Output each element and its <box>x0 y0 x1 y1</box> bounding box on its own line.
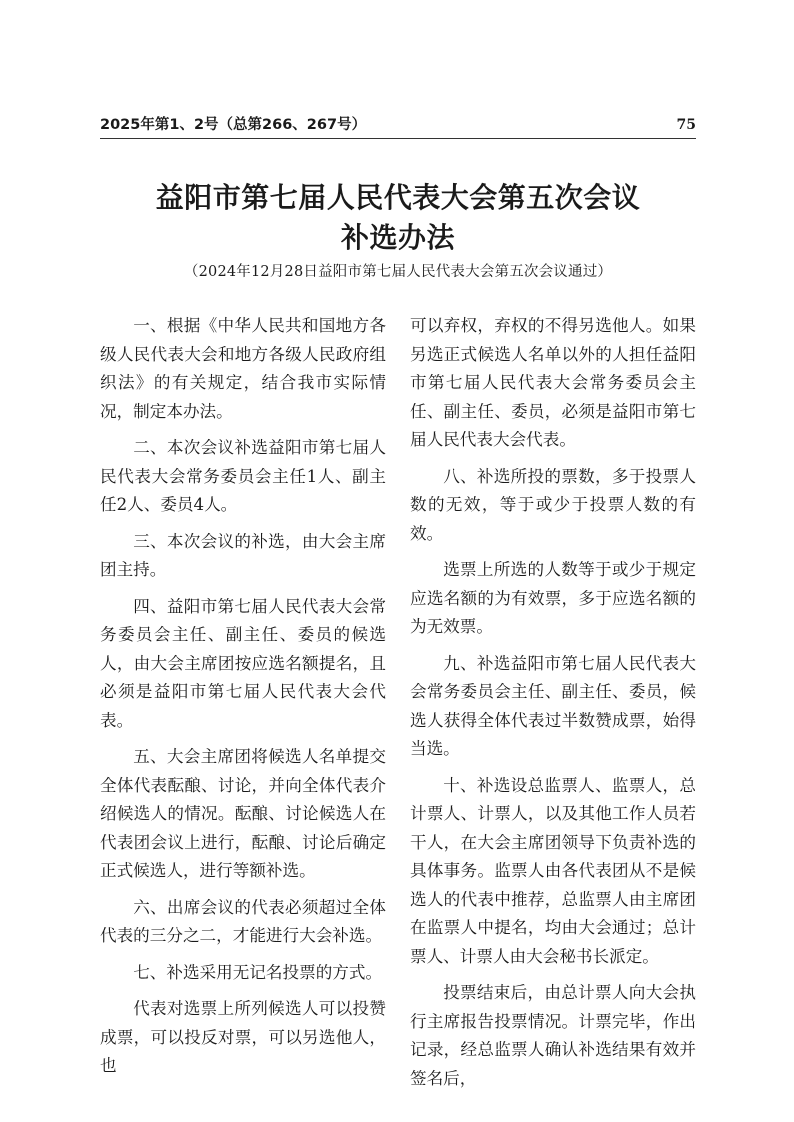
paragraph: 代表对选票上所列候选人可以投赞成票，可以投反对票，可以另选他人，也 <box>100 999 386 1075</box>
document-title-line-2: 补选办法 <box>340 221 455 254</box>
right-column <box>410 312 696 1101</box>
paragraph: 五、大会主席团将候选人名单提交全体代表酝酿、讨论，并向全体代表介绍候选人的情况。酝酿、讨论候选人在代表团会议上进行，酝酿、讨论后确定正式候选人，进行等额补选。 <box>100 747 386 880</box>
paragraph: 十、补选设总监票人、监票人，总计票人、计票人，以及其他工作人员若干人，在大会主席团领导下负责补选的具体事务。监票人由各代表团从不是候选人的代表中推荐，总监票人由主席团在监票人中提名，均由大会通过；总计票人、计票人由大会秘书长派定。 <box>410 775 696 966</box>
paragraph: 九、补选益阳市第七届人民代表大会常务委员会主任、副主任、委员，候选人获得全体代表过半数赞成票，始得当选。 <box>410 653 696 758</box>
paragraph: 选票上所选的人数等于或少于规定应选名额的为有效票，多于应选名额的为无效票。 <box>410 560 696 636</box>
paragraph: 七、补选采用无记名投票的方式。 <box>133 962 383 982</box>
header-rule <box>100 138 696 139</box>
issue-info: 2025年第1、2号（总第266、267号） <box>100 117 367 133</box>
paragraph: 二、本次会议补选益阳市第七届人民代表大会常务委员会主任1人、副主任2人、委员4人。 <box>100 438 386 514</box>
adoption-note: （2024年12月28日益阳市第七届人民代表大会第五次会议通过） <box>183 264 613 280</box>
paragraph: 一、根据《中华人民共和国地方各级人民代表大会和地方各级人民政府组织法》的有关规定，结合我市实际情况，制定本办法。 <box>100 316 386 421</box>
page-number: 75 <box>676 117 696 133</box>
paragraph-continuation: 可以弃权，弃权的不得另选他人。如果另选正式候选人名单以外的人担任益阳市第七届人民代表大会常务委员会主任、副主任、委员，必须是益阳市第七届人民代表大会代表。 <box>410 316 696 449</box>
running-header <box>100 114 696 136</box>
paragraph: 八、补选所投的票数，多于投票人数的无效，等于或少于投票人数的有效。 <box>410 466 696 543</box>
paragraph: 投票结束后，由总计票人向大会执行主席报告投票情况。计票完毕，作出记录，经总监票人确认补选结果有效并签名后， <box>410 983 696 1088</box>
paragraph: 三、本次会议的补选，由大会主席团主持。 <box>100 531 386 579</box>
paragraph: 四、益阳市第七届人民代表大会常务委员会主任、副主任、委员的候选人，由大会主席团按应选名额提名，且必须是益阳市第七届人民代表大会代表。 <box>100 596 386 730</box>
left-column <box>100 312 386 1089</box>
paragraph: 六、出席会议的代表必须超过全体代表的三分之二，才能进行大会补选。 <box>100 897 386 945</box>
document-title-line-1: 益阳市第七届人民代表大会第五次会议 <box>155 181 641 214</box>
